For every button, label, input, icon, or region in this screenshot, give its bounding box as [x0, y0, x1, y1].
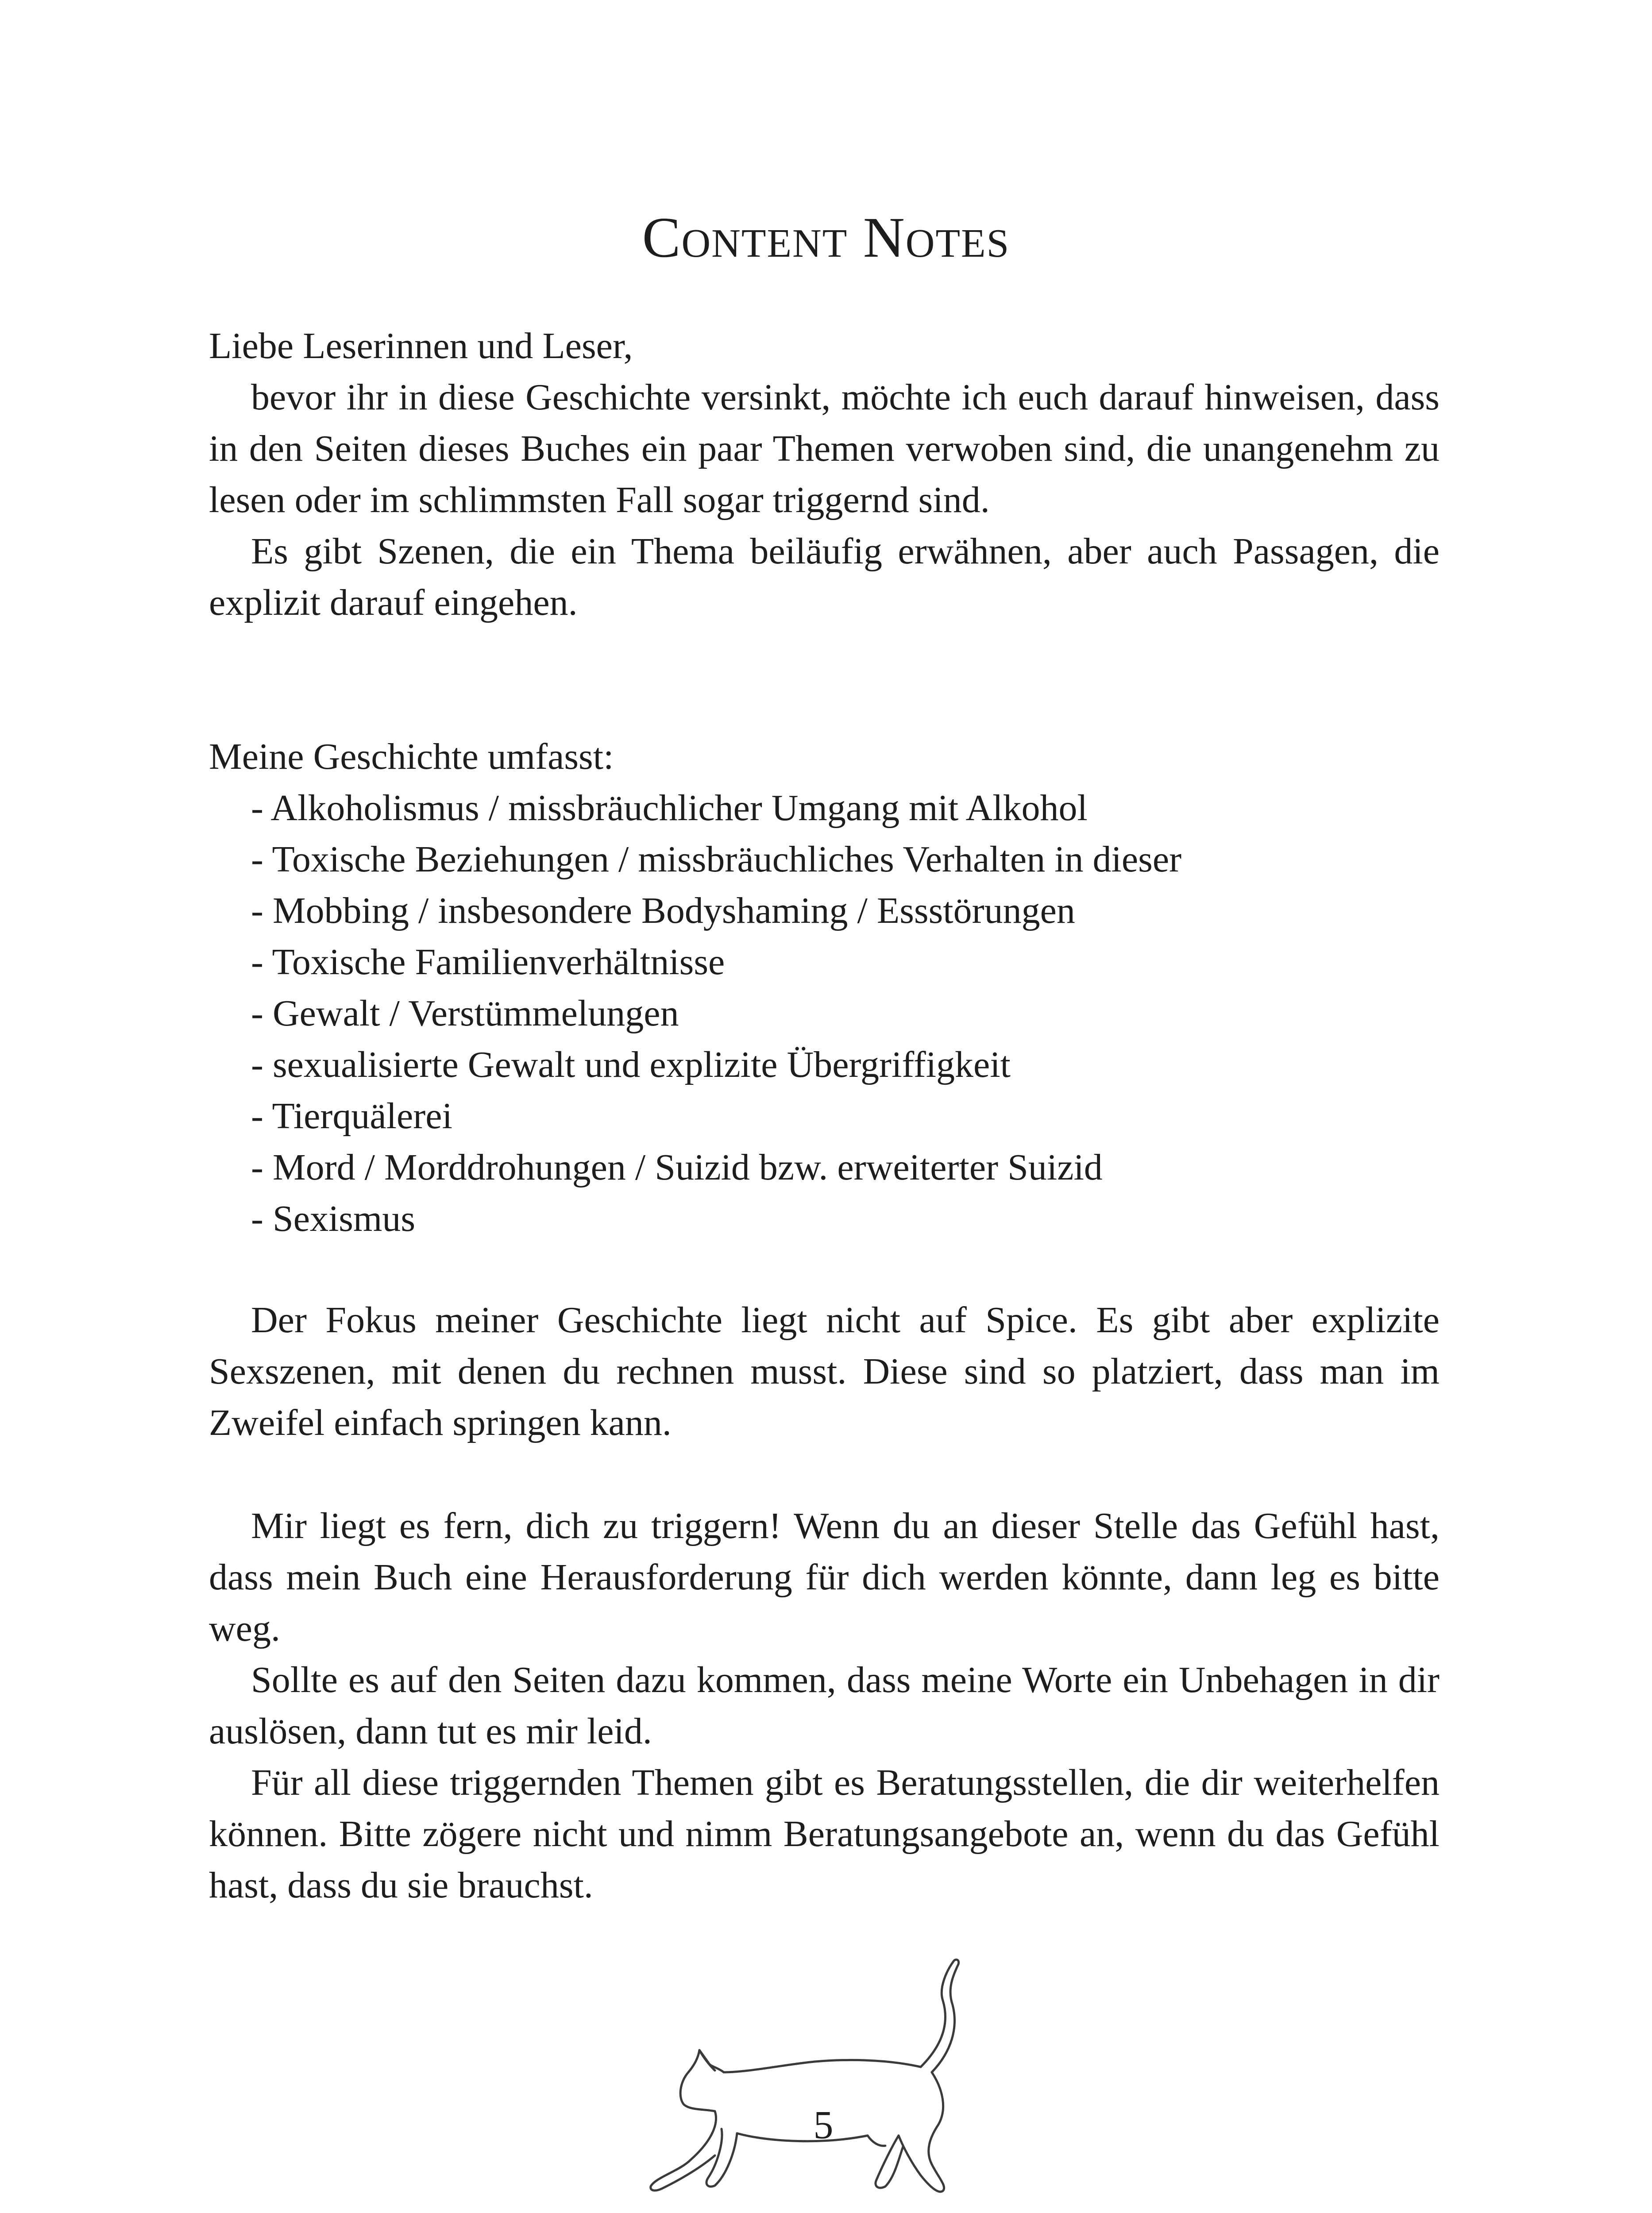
list-item: - Alkoholismus / missbräuchlicher Umgang mit Alkohol — [251, 787, 1088, 829]
list-heading: Meine Geschichte umfasst: — [209, 736, 614, 777]
list-item: - Sexismus — [251, 1198, 416, 1239]
list-item: - Toxische Beziehungen / missbräuchliches Verhalten in dieser — [251, 839, 1182, 880]
list-item: - Gewalt / Verstümmelungen — [251, 993, 679, 1034]
closing-paragraph-3: Für all diese triggernden Themen gibt es Beratungsstellen, die dir weiterhelfen können. Bitte zögere nicht und nimm Beratungsangebote an, wenn du das Gefühl hast, dass du sie brauchst. — [209, 1762, 1440, 1906]
list-item: - Mord / Morddrohungen / Suizid bzw. erweiterter Suizid — [251, 1147, 1103, 1188]
closing-section — [209, 1500, 1440, 1911]
intro-paragraph-2: Es gibt Szenen, die ein Thema beiläufig erwähnen, aber auch Passagen, die explizit darauf eingehen. — [209, 531, 1440, 623]
closing-paragraph-1: Mir liegt es fern, dich zu triggern! Wenn du an dieser Stelle das Gefühl hast, dass mein Buch eine Herausforderung für dich werden könnte, dann leg es bitte weg. — [209, 1505, 1440, 1649]
list-item: - Toxische Familienverhältnisse — [251, 941, 725, 983]
spice-section — [209, 1295, 1440, 1449]
walking-cat-icon — [637, 1956, 1000, 2204]
intro-paragraph-1: bevor ihr in diese Geschichte versinkt, möchte ich euch darauf hinweisen, dass in den Seiten dieses Buches ein paar Themen verwoben sind, die unangenehm zu lesen oder im schlimmsten Fall sogar triggernd sind. — [209, 377, 1440, 520]
closing-paragraph-2: Sollte es auf den Seiten dazu kommen, dass meine Worte ein Unbehagen in dir auslösen, dann tut es mir leid. — [209, 1659, 1440, 1752]
spice-paragraph: Der Fokus meiner Geschichte liegt nicht auf Spice. Es gibt aber explizite Sexszenen, mit denen du rechnen musst. Diese sind so platziert, dass man im Zweifel einfach springen kann. — [209, 1299, 1440, 1443]
content-warning-list — [209, 783, 1440, 1245]
page-title: Content Notes — [642, 206, 1010, 270]
content-warning-list-section — [209, 731, 1440, 1245]
intro-section — [209, 320, 1440, 628]
greeting: Liebe Leserinnen und Leser, — [209, 325, 633, 366]
list-item: - Mobbing / insbesondere Bodyshaming / Essstörungen — [251, 890, 1075, 931]
page-number: 5 — [813, 2103, 834, 2147]
list-item: - Tierquälerei — [251, 1095, 452, 1137]
list-item: - sexualisierte Gewalt und explizite Übergriffigkeit — [251, 1044, 1011, 1085]
